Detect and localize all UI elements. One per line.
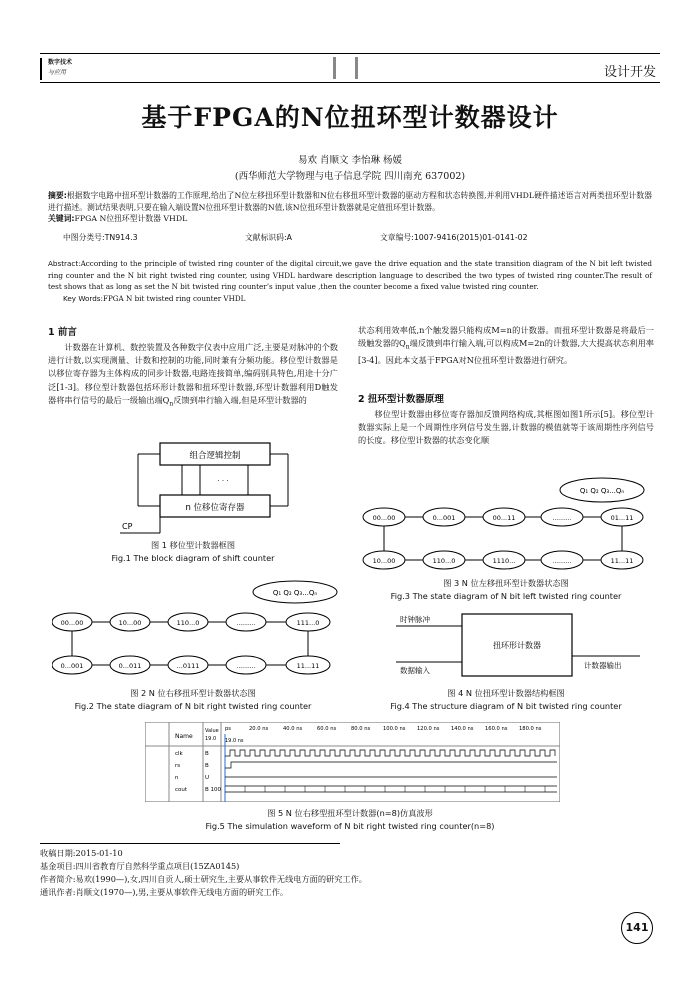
figure-1-caption-en: Fig.1 The block diagram of shift counter xyxy=(111,553,275,563)
fig2-state: 0...001 xyxy=(60,662,84,670)
fig1-cp-label: CP xyxy=(122,522,133,531)
svg-text:19.0 ns: 19.0 ns xyxy=(225,738,244,744)
fig5-signal-name: cout xyxy=(175,787,188,793)
fig2-state: 10...00 xyxy=(118,619,142,627)
fig5-tick: ps xyxy=(225,726,231,732)
fig1-top-box-label: 组合逻辑控制 xyxy=(189,451,241,461)
fig3-state: 10...00 xyxy=(372,557,396,565)
article-number-value: 1007-9416(2015)01-0141-02 xyxy=(413,233,528,242)
fig2-legend: Q₁ Q₂ Q₃...Qₙ xyxy=(272,589,318,597)
fig5-signal-value: B xyxy=(205,763,209,769)
fig2-state: 11...11 xyxy=(296,662,320,670)
section-2-heading: 2 扭环型计数器原理 xyxy=(358,394,444,405)
figure-3-caption-en: Fig.3 The state diagram of N bit left twisted ring counter xyxy=(390,591,622,601)
doc-code-line xyxy=(245,232,292,243)
clc-line xyxy=(63,232,138,243)
svg-text:19.0: 19.0 xyxy=(205,736,217,742)
figure-2-caption-cn: 图 2 N 位右移扭环型计数器状态图 xyxy=(130,688,256,698)
figure-1-caption-cn: 图 1 移位型计数器框图 xyxy=(150,540,236,550)
footnote-received: 收稿日期:2015-01-10 xyxy=(40,848,123,858)
fig5-tick: 180.0 ns xyxy=(519,726,542,732)
fig2-state: .......... xyxy=(236,663,256,670)
journal-logo-line1: 数字技术 xyxy=(48,59,73,66)
fig3-state: .......... xyxy=(552,558,572,565)
fig3-state: 00...11 xyxy=(492,514,516,522)
figure-3-caption-cn: 图 3 N 位左移扭环型计数器状态图 xyxy=(443,578,569,588)
fig5-value-header: Value xyxy=(205,728,219,734)
abstract-en xyxy=(48,258,652,304)
fig4-data-label: 数据输入 xyxy=(400,666,430,675)
right-col-tail: 端反馈到串行输入端,可以构成M=2n的计数器,大大提高状态利用率[3-4]。因此本文基于FPGA对N位扭环型计数器进行研究。 xyxy=(358,338,654,366)
fig5-tick: 20.0 ns xyxy=(249,726,269,732)
svg-text:· · ·: · · · xyxy=(217,477,229,485)
affiliation: (西华师范大学物理与电子信息学院 四川南充 637002) xyxy=(234,171,466,182)
figure-4-structure-diagram xyxy=(392,610,642,682)
section-1-tail: 反馈到串行输入端,但是环型计数器的 xyxy=(173,394,307,405)
fig3-state: 11...11 xyxy=(610,557,634,565)
fig3-state: 1110... xyxy=(492,557,516,565)
fig3-state: .......... xyxy=(552,515,572,522)
fig5-signal-name: clk xyxy=(175,751,183,757)
abstract-cn-label: 摘要: xyxy=(48,191,67,200)
figure-3-state-diagram xyxy=(362,475,654,575)
right-col-para1 xyxy=(358,324,654,367)
fig5-tick: 160.0 ns xyxy=(485,726,508,732)
authors: 易欢 肖顺文 李怡琳 杨媛 xyxy=(297,155,403,166)
journal-logo-line2: 与应用 xyxy=(48,69,67,76)
fig1-bottom-box-label: n 位移位寄存器 xyxy=(185,503,245,513)
fig5-signal-name: rs xyxy=(175,763,181,769)
fig2-state: 0...011 xyxy=(118,662,142,670)
fig2-state: ...0111 xyxy=(176,662,200,670)
figure-5-waveform xyxy=(145,722,560,802)
abstract-en-text: According to the principle of twisted ring counter of the digital circuit,we gave the drive equation and the state transition diagram of the N bit left twisted ring counter and the N bit right twisted ring counter, using VHDL hardware description language to described the two types of twisted ring counter.The result of test shows that as long as set the N bit twisted ring counter’s input value ,then the counter become a fixed value twisted ring counter. xyxy=(48,259,652,292)
fig5-tick: 120.0 ns xyxy=(417,726,440,732)
fig3-state: 0...001 xyxy=(432,514,456,522)
right-col-text: 状态利用效率低,n个触发器只能构成M=n的计数器。而扭环型计数器是将最后一级触发器的Q xyxy=(358,325,654,349)
abstract-en-label: Abstract: xyxy=(48,259,81,268)
fig5-tick: 60.0 ns xyxy=(317,726,337,732)
footnote-rule xyxy=(40,843,340,844)
header-divider xyxy=(355,57,358,79)
fig2-state: 111...0 xyxy=(296,619,320,627)
page-number-badge xyxy=(621,912,653,944)
fig5-signal-name: n xyxy=(175,775,179,781)
fig5-name-header: Name xyxy=(175,733,193,740)
fig2-state: 110...0 xyxy=(176,619,200,627)
article-number-label: 文章编号: xyxy=(380,233,414,242)
fig4-clock-label: 时钟脉冲 xyxy=(400,615,430,624)
fig2-state: 00...00 xyxy=(60,619,84,627)
clc-value: TN914.3 xyxy=(104,233,138,242)
fig2-state: .......... xyxy=(236,620,256,627)
footnote-author-bio: 作者简介:易欢(1990—),女,四川自贡人,硕士研究生,主要从事软件无线电方面的研究工作。 xyxy=(40,874,367,884)
figure-2-caption-en: Fig.2 The state diagram of N bit right twisted ring counter xyxy=(74,701,312,711)
abstract-cn-text: 根据数字电路中扭环型计数器的工作原理,给出了N位左移扭环型计数器和N位右移扭环型计数器的驱动方程和状态转换图,并利用VHDL硬件描述语言对两类扭环型计数器进行描述。测试结果表明,只要在输入端设置N位扭环型计数器的N值,该N位扭环型计数器就是定值扭环型计数器。 xyxy=(48,191,652,212)
figure-4-caption-en: Fig.4 The structure diagram of N bit twisted ring counter xyxy=(390,701,622,711)
keywords-cn: FPGA N位扭环型计数器 VHDL xyxy=(74,214,188,223)
fig5-signal-value: B xyxy=(205,751,209,757)
figure-2-state-diagram xyxy=(52,580,338,680)
fig5-tick: 40.0 ns xyxy=(283,726,303,732)
figure-5-caption-en: Fig.5 The simulation waveform of N bit right twisted ring counter(n=8) xyxy=(205,821,495,831)
keywords-en: FPGA N bit twisted ring counter VHDL xyxy=(102,293,246,303)
fig5-signal-value: B 100 xyxy=(205,787,222,793)
keywords-cn-label: 关键词: xyxy=(48,214,75,223)
keywords-en-label: Key Words: xyxy=(63,293,103,303)
section-label: 设计开发 xyxy=(603,65,656,80)
fig3-state: 110...0 xyxy=(432,557,456,565)
fig5-signal-value: U xyxy=(205,775,210,781)
fig5-tick: 100.0 ns xyxy=(383,726,406,732)
section-2-body: 移位型计数器由移位寄存器加反馈网络构成,其框图如图1所示[5]。移位型计数器实际上是一个周期性序列信号发生器,计数器的模值就等于该周期性序列信号的长度。移位型计数器的状态变化顺 xyxy=(358,409,654,446)
journal-logo xyxy=(40,58,98,80)
fig5-tick: 80.0 ns xyxy=(351,726,371,732)
fig3-legend: Q₁ Q₂ Q₃...Qₙ xyxy=(579,487,625,495)
section-1-heading: 1 前言 xyxy=(48,327,77,338)
fig3-state: 01...11 xyxy=(610,514,634,522)
page-number: 141 xyxy=(625,921,649,934)
section-1-text: 计数器在计算机、数控装置及各种数字仪表中应用广泛,主要是对脉冲的个数进行计数,以实现测量、计数和控制的功能,同时兼有分频功能。移位型计数器是以移位寄存器为主体构成的同步计数器,电路连接简单,编码别具特色,用途十分广泛[1-3]。移位型计数器包括环形计数器和扭环型计数器,环型计数器利用D触发器将串行信号的最后一级输出端Q xyxy=(48,342,338,405)
footnote-corresponding: 通讯作者:肖顺文(1970—),男,主要从事软件无线电方面的研究工作。 xyxy=(40,887,289,897)
article-number-line xyxy=(380,232,528,243)
footnote-fund: 基金项目:四川省教育厅自然科学重点项目(15ZA0145) xyxy=(40,861,240,871)
figure-1-block-diagram xyxy=(120,437,300,539)
paper-title: 基于FPGA的N位扭环型计数器设计 xyxy=(141,103,559,132)
figure-4-caption-cn: 图 4 N 位扭环型计数器结构框图 xyxy=(447,688,565,698)
section-1-body xyxy=(48,341,338,411)
fig5-tick: 140.0 ns xyxy=(451,726,474,732)
abstract-cn xyxy=(48,190,652,225)
fig3-state: 00...00 xyxy=(372,514,396,522)
right-col-sub: n xyxy=(405,343,410,351)
doc-code-value: A xyxy=(286,233,292,242)
figure-5-caption-cn: 图 5 N 位右移型扭环型计数器(n=8)仿真波形 xyxy=(267,808,433,818)
fig4-output-label: 计数器输出 xyxy=(584,661,622,670)
fig4-block-label: 扭环形计数器 xyxy=(493,641,541,650)
section-1-sub: n xyxy=(169,400,174,408)
doc-code-label: 文献标识码: xyxy=(245,233,287,242)
header-divider xyxy=(333,57,336,79)
clc-label: 中图分类号: xyxy=(63,233,105,242)
